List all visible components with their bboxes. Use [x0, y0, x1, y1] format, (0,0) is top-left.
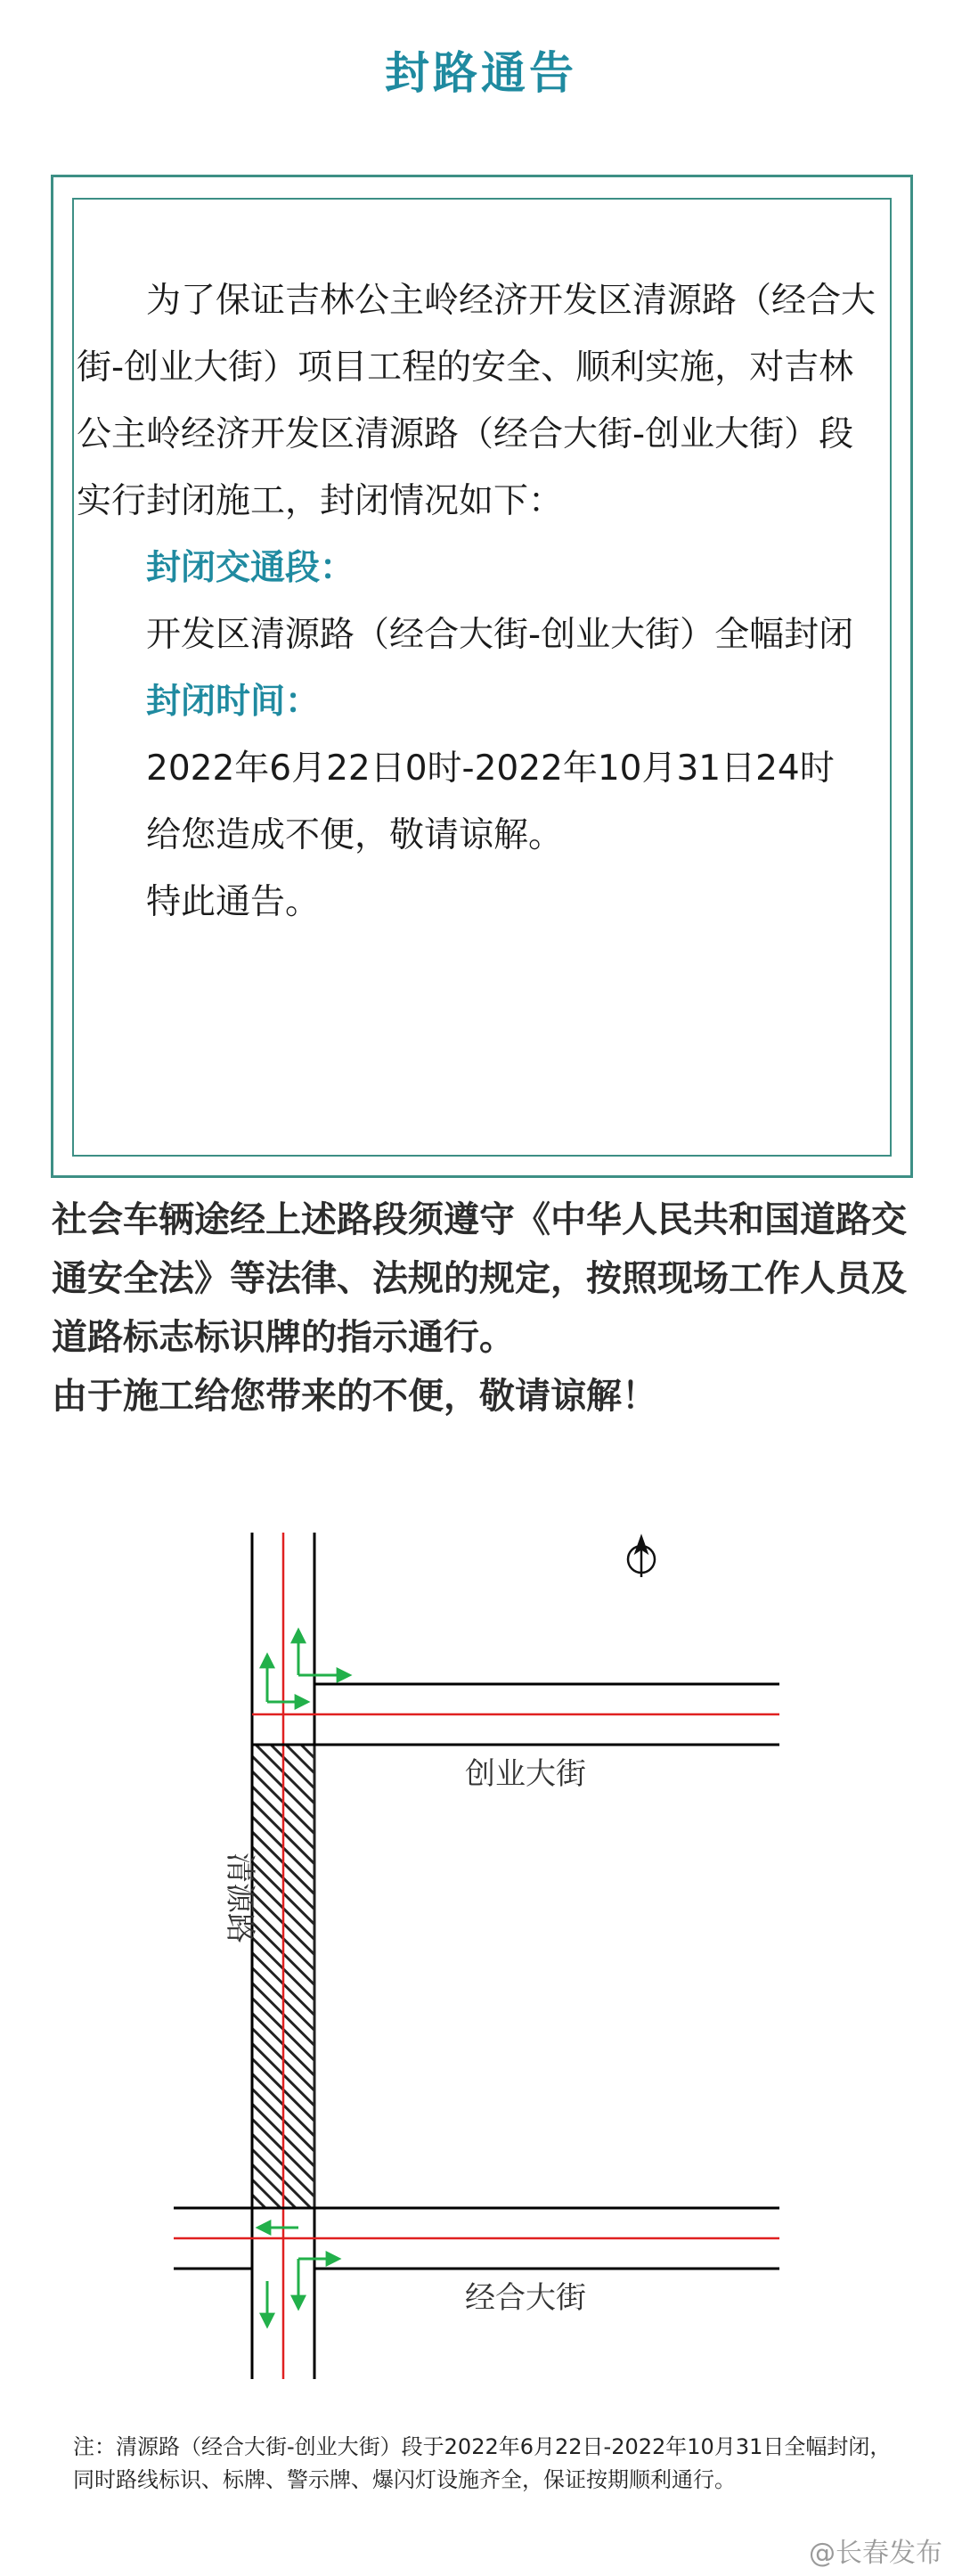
- closing-text: 特此通告。: [146, 882, 321, 922]
- closed-section-text: 开发区清源路（经合大街-创业大街）全幅封闭: [146, 615, 854, 655]
- detour-arrows-bottom: [258, 2228, 338, 2326]
- traffic-instructions: [52, 1190, 933, 1426]
- notice-body: [77, 267, 887, 936]
- detour-arrows-top: [267, 1631, 349, 1702]
- closure-time-text: 2022年6月22日0时-2022年10月31日24时: [146, 748, 835, 789]
- apology-text: 给您造成不便，敬请谅解。: [146, 815, 564, 855]
- road-label-jinghe: 经合大街: [465, 2280, 586, 2316]
- road-label-qingyuan: 清源路: [222, 1852, 257, 1943]
- road-closure-map: [0, 1506, 962, 2406]
- inconvenience-text: 由于施工给您带来的不便，敬请谅解！: [52, 1376, 657, 1417]
- notice-intro: 为了保证吉林公主岭经济开发区清源路（经合大街-创业大街）项目工程的安全、顺利实施，对吉林公主岭经济开发区清源路（经合大街-创业大街）段实行封闭施工，封闭情况如下：: [77, 281, 876, 521]
- traffic-rules-text: 社会车辆途经上述路段须遵守《中华人民共和国道路交通安全法》等法律、法规的规定，按照现场工作人员及道路标志标识牌的指示通行。: [52, 1199, 907, 1358]
- north-arrow-icon: [628, 1537, 655, 1577]
- page-title: 封路通告: [385, 47, 577, 99]
- closed-section-title: 封闭交通段：: [146, 548, 355, 588]
- watermark: @长春发布: [809, 2538, 942, 2569]
- chuangye-street: [252, 1533, 779, 1745]
- map-note: 注：清源路（经合大街-创业大街）段于2022年6月22日-2022年10月31日全幅封闭，同时路线标识、标牌、警示牌、爆闪灯设施齐全，保证按期顺利通行。: [73, 2434, 892, 2492]
- closure-time-title: 封闭时间：: [146, 682, 321, 722]
- road-label-chuangye: 创业大街: [465, 1756, 586, 1792]
